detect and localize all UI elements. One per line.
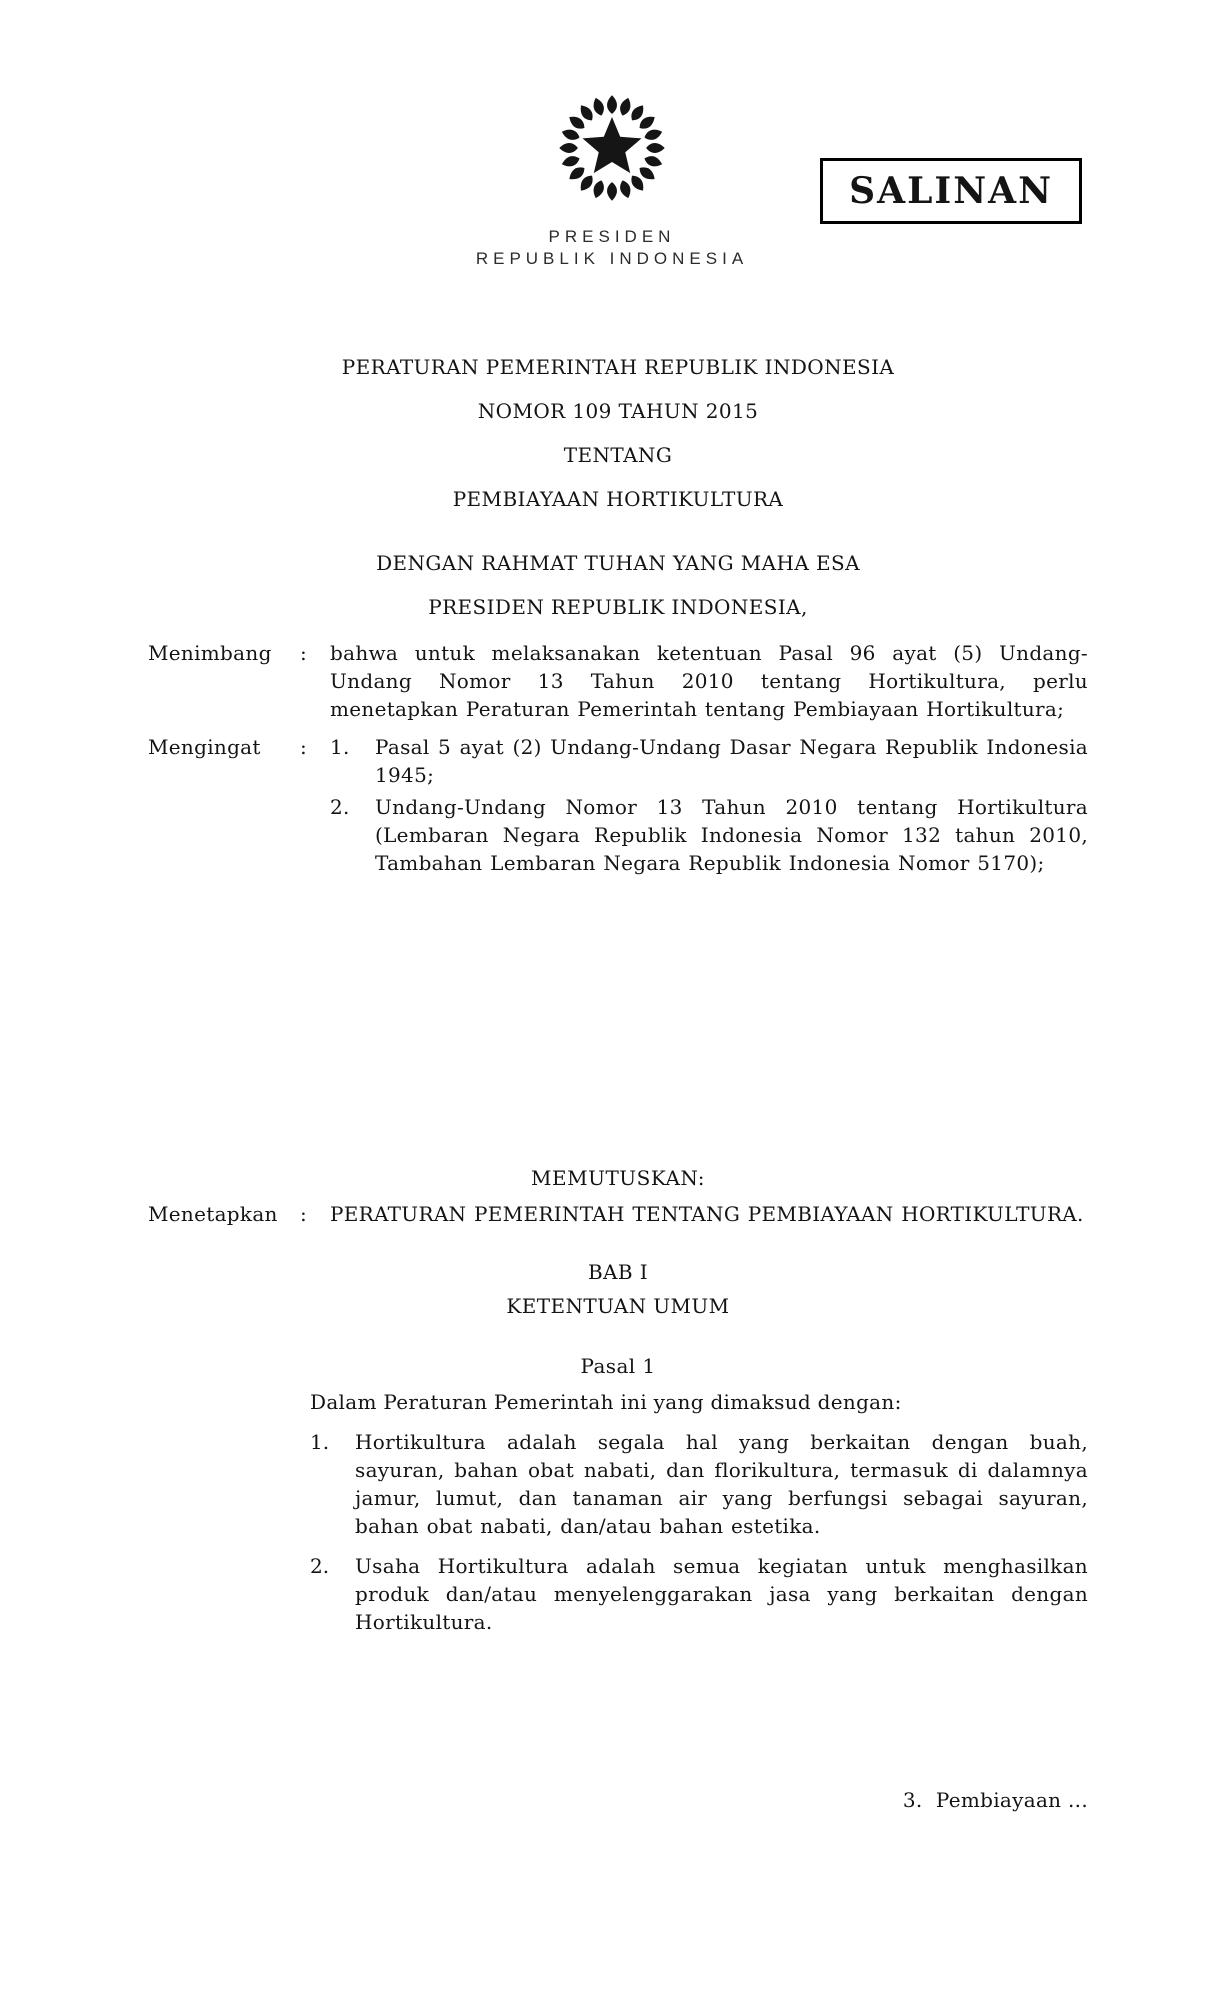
- mengingat-row: [148, 733, 1088, 881]
- menetapkan-label: Menetapkan: [148, 1202, 278, 1226]
- bab-heading: BAB I: [587, 1260, 649, 1284]
- wreath-star-graphic: [549, 86, 675, 210]
- invocation-line: DENGAN RAHMAT TUHAN YANG MAHA ESA: [376, 551, 860, 575]
- mengingat-item: [330, 733, 1088, 789]
- mengingat-item-text: Pasal 5 ayat (2) Undang-Undang Dasar Negara Republik Indonesia 1945;: [375, 735, 1088, 787]
- menetapkan-text: PERATURAN PEMERINTAH TENTANG PEMBIAYAAN HORTIKULTURA.: [330, 1202, 1084, 1226]
- pasal-heading: Pasal 1: [580, 1354, 656, 1378]
- letterhead-line2: REPUBLIK INDONESIA: [475, 249, 749, 268]
- preamble: [148, 639, 1088, 881]
- mengingat-colon: :: [300, 735, 307, 759]
- regulation-number: NOMOR 109 TAHUN 2015: [477, 399, 759, 423]
- memutuskan-heading: MEMUTUSKAN:: [531, 1166, 705, 1190]
- menetapkan-colon: :: [300, 1202, 307, 1226]
- pasal-1-body: [310, 1388, 1088, 1636]
- document-body: [0, 355, 1224, 1814]
- menimbang-row: [148, 639, 1088, 723]
- definition-item-number: 1.: [310, 1430, 330, 1454]
- regulation-title: PERATURAN PEMERINTAH REPUBLIK INDONESIA: [341, 355, 895, 379]
- page-catchword: 3. Pembiayaan ...: [902, 1788, 1088, 1812]
- mengingat-list: [330, 733, 1088, 881]
- menimbang-text: bahwa untuk melaksanakan ketentuan Pasal 96 ayat (5) Undang-Undang Nomor 13 Tahun 2010 tentang Hortikultura, perlu menetapkan Peraturan Pemerintah tentang Pembiayaan Hortikultura;: [330, 641, 1088, 721]
- letterhead-line1: PRESIDEN: [548, 227, 676, 246]
- salinan-stamp-label: SALINAN: [849, 170, 1053, 212]
- bab-title: KETENTUAN UMUM: [506, 1294, 730, 1318]
- authority-line: PRESIDEN REPUBLIK INDONESIA,: [428, 595, 808, 619]
- mengingat-label: Mengingat: [148, 735, 261, 759]
- mengingat-item-number: 1.: [330, 735, 350, 759]
- menetapkan-row: [148, 1200, 1088, 1228]
- salinan-stamp: [820, 158, 1082, 224]
- mengingat-item: [330, 793, 1088, 877]
- chapter-1: [148, 1258, 1088, 1636]
- decision-section: [148, 1164, 1088, 1228]
- mengingat-item-number: 2.: [330, 795, 350, 819]
- pasal-1-intro: Dalam Peraturan Pemerintah ini yang dimaksud dengan:: [310, 1390, 902, 1414]
- regulation-subject: PEMBIAYAAN HORTIKULTURA: [452, 487, 784, 511]
- definition-item-text: Usaha Hortikultura adalah semua kegiatan untuk menghasilkan produk dan/atau menyelenggarakan jasa yang berkaitan dengan Hortikultura.: [355, 1554, 1088, 1634]
- menimbang-label: Menimbang: [148, 641, 272, 665]
- presidential-seal-icon: [549, 86, 675, 210]
- definition-item: [310, 1428, 1088, 1540]
- definition-item-number: 2.: [310, 1554, 330, 1578]
- menimbang-colon: :: [300, 641, 307, 665]
- definition-item-text: Hortikultura adalah segala hal yang berkaitan dengan buah, sayuran, bahan obat nabati, dan florikultura, termasuk di dalamnya jamur, lumut, dan tanaman air yang berfungsi sebagai sayuran, bahan obat nabati, dan/atau bahan estetika.: [355, 1430, 1088, 1538]
- tentang-label: TENTANG: [563, 443, 673, 467]
- title-block: [148, 355, 1088, 619]
- definition-item: [310, 1552, 1088, 1636]
- mengingat-item-text: Undang-Undang Nomor 13 Tahun 2010 tentang Hortikultura (Lembaran Negara Republik Indonesia Nomor 132 tahun 2010, Tambahan Lembaran Negara Republik Indonesia Nomor 5170);: [375, 795, 1088, 875]
- letterhead: [0, 0, 1224, 269]
